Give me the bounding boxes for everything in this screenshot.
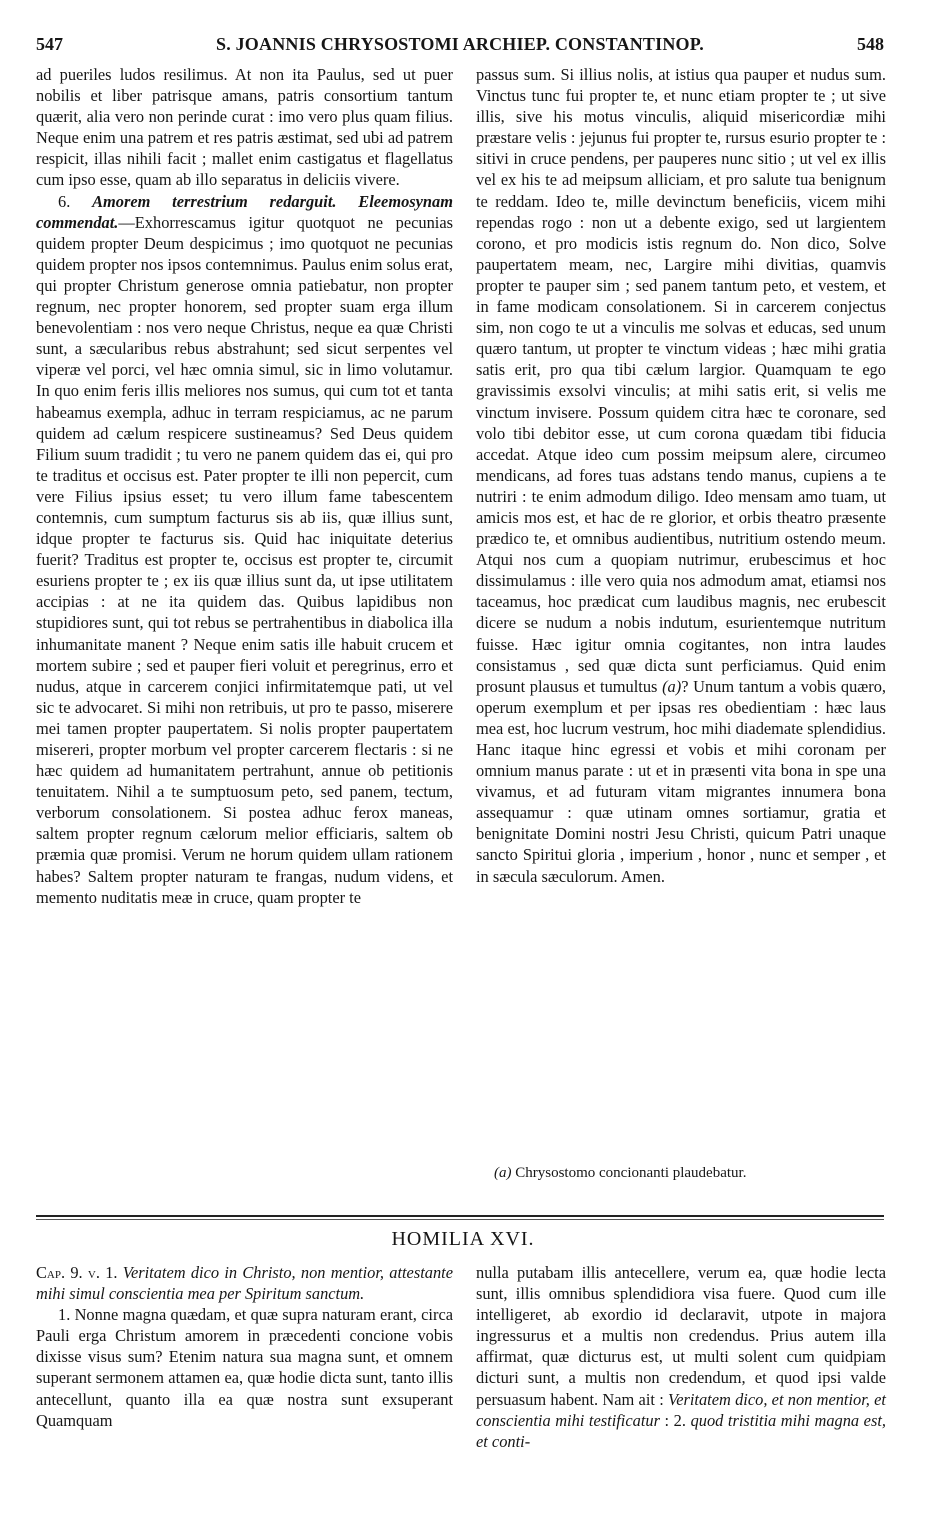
paragraph-text-end: ? Unum tantum a vobis quæro, operum exemplum et per ipsas res obedientiam : hæc laus mea est, hoc lucrum vestrum, hoc mihi diademate splendidius. Hanc itaque hinc egressi et vobis et mihi coronam per omnium manus parate : ut et in præsenti vita bona in spe una vivamus, et ad futuram vitam migrantes innumera bona assequamur : quæ utinam omnes sortiamur, gratia et benignitate Domini nostri Jesu Christi, quicum Patri unaque sancto Spiritui gloria , imperium , honor , nunc et semper , et in sæcula sæculorum. Amen. — [476, 676, 886, 886]
chapter-reference: Cap. 9. v. 1. — [36, 1263, 118, 1282]
quoted-verse-2: quod tristitia mihi magna est, et conti- — [476, 1410, 886, 1451]
verse-text: Veritatem dico in Christo, non mentior, attestante mihi simul conscientia mea per Spiritum sanctum. — [36, 1263, 453, 1304]
paragraph: 1. Nonne magna quædam, et quæ supra naturam erant, circa Pauli erga Christum amorem in præcedenti concione vobis dixisse visus sum? Etenim natura sua magna sunt, et omnem superant sermonem attamen ea, quæ hodie dicta sunt, tanto illis antecellunt, quanto illa ea quæ nostra sunt exsuperant Quamquam — [36, 1305, 453, 1430]
paragraph-text: passus sum. Si illius nolis, at istius qua pauper et nudus sum. Vinctus tunc fui propter te, et nunc etiam propter te ; ut sive illis, sive his motus vinculis, aliquid misericordiæ mihi præstare velis : jejunus fui propter te, rursus esurio propter te : sitivi in cruce pendens, per pauperes nunc sitio ; ut vel ex illis vel ex his te ad meipsum alliciam, et pro salute tua benignum te reddam. Ideo te, mille devinctum beneficiis, vicem mihi rependas rogo : non ut a debente exigo, sed ut largientem corono, et pro modicis istis regnum do. Non dico, Solve paupertatem meam, nec, Largire mihi divitias, quamvis propter te pauper sim ; sed panem tantum peto, et vestem, et in fame modicam consolationem. Si in carcerem conjectus sim, non cogo te ut a vinculis me solvas et educas, sed unum quæro tantum, ut propter te vinctum videas ; hæc mihi gratia satis erit, pro qua tibi cælum largior. Quamquam te ego gravissimis exsolvi vinculis; at mihi satis erit, si velis me vinctum invisere. Possum quidem citra hæc te coronare, sed volo tibi debitor esse, ut cum corona quædam tibi fiducia accedat. Atque ideo cum possim meipsum alere, circumeo mendicans, ad fores tuas adstans tendo manus, cupiens a te nutriri : te enim admodum diligo. Ideo mensam amo tuam, ut amicis mos est, et hac de re glorior, et orbis theatro præsente prædico te, et omnibus audientibus, nutritium ostendo meum. Atqui nos cum a quopiam nutrimur, erubescimus et hoc dissimulamus : ille vero quia nos admodum amat, etiamsi nos taceamus, hoc prædicat cum laudibus magnis, nec erubescit dicere se nudum a nobis indutum, esurientemque nutritum fuisse. Hæc igitur omnia cogitantes, non intra laudes consistamus , sed quæ dicta sunt perficiamus. Quid enim prosunt plausus et tumultus — [476, 65, 886, 696]
section-heading: Amorem terrestrium redarguit. Eleemosynam commendat. — [36, 191, 453, 232]
left-column-bottom — [36, 1262, 453, 1431]
quoted-verse: Veritatem dico, et non mentior, et conscientia mihi testificatur — [476, 1389, 886, 1430]
section-6 — [36, 191, 453, 908]
verse-number: : 2. — [664, 1410, 686, 1430]
footnote — [494, 1163, 886, 1183]
page-header — [36, 34, 884, 60]
right-column-top — [476, 64, 886, 887]
paragraph: ad pueriles ludos resilimus. At non ita Paulus, sed ut puer nobilis et liber patrisque amans, patris consortium tantum quærit, alia vero non perinde curat : imo vero plus quam filius. Neque enim una patrem et res patris æstimat, sed ubi ad patrem respicit, illas nihili facit ; mallet enim castigatus et flagellatus cum ipso esse, quam ab illo separatus in deliciis vivere. — [36, 65, 453, 190]
footnote-text: Chrysostomo concionanti plaudebatur. — [515, 1165, 747, 1181]
page-number-right: 548 — [857, 34, 884, 54]
footnote-mark: (a) — [494, 1165, 512, 1181]
paragraph-text: nulla putabam illis antecellere, verum ea, quæ hodie lecta sunt, illis omnibus splendidiora visa fuere. Quod cum ille intelligeret, ab exordio id declaravit, utpote in majora ingressurus et a multis non credendus. Prius autem illa affirmat, quæ dicturus est, ut multi solent cum quidpiam dicturi sunt, a multis non credendum, et quod ipsi valde persuasum habent. Nam ait : — [476, 1263, 886, 1409]
right-column-bottom — [476, 1262, 886, 1452]
section-divider — [36, 1215, 884, 1217]
section-divider-thin — [36, 1219, 884, 1220]
running-title: S. JOANNIS CHRYSOSTOMI ARCHIEP. CONSTANTINOP. — [216, 34, 704, 54]
section-body: —Exhorrescamus igitur quotquot ne pecunias quidem propter Deum despicimus ; imo quotquot ne pecunias quidem propter nos ipsos contemnimus. Paulus enim solus erat, qui propter Christum generose omnia patiebatur, non propter regnum, nec propter honorem, sed propter suam erga illum benevolentiam : nos vero neque Christus, neque ea quæ Christi sunt, a sæcularibus rebus abstrahunt; sed sicut serpentes vel viperæ vel porci, vel hæc omnia simul, sic in limo volutamur. In quo enim feris illis meliores nos sumus, qui cum tot et tanta habeamus exempla, adhuc in terram respiciamus, ac ne parum quidem ad cælum respicere sustineamus? Sed Deus quidem Filium suum tradidit ; tu vero ne panem quidem das ei, qui pro te traditus et occisus est. Pater propter te illi non pepercit, cum vere Filius ipsius esset; tu vero illum fame tabescentem contemnis, cum sumptum facturus sis ab iis, quæ illius sunt, idque propter te facturus sis. Quid hac iniquitate deterius fuerit? Traditus est propter te, occisus est propter te, circumit esuriens propter te ; ex iis quæ illius sunt da, ut ipse utilitatem accipias : at ne ita quidem das. Quibus lapidibus non stupidiores sunt, qui tot rebus se pertrahentibus in diabolica illa inhumanitate manent ? Neque enim satis ille habuit crucem et mortem subire ; sed et pauper fieri voluit et peregrinus, erro et nudus, atque in carcerem conjici infirmitatemque pati, ut vel sic te advocaret. Si mihi non retribuis, ut pro te passo, miserere mei tamen propter paupertatem. Si nolis propter paupertatem misereri, propter morbum vel propter carcerem flectaris : si ne hæc quidem ad humanitatem pertrahunt, annue ob petitionis tenuitatem. Nihil a te sumptuosum peto, sed panem, tectum, verborum consolationem. Si postea adhuc ferox maneas, saltem propter regnum cælorum melior efficiaris, saltem ob præmia quæ promisi. Verum ne horum quidem ullam rationem habes? Saltem propter naturam te frangas, nudum videns, et memento nuditatis meæ in cruce, quam propter te — [36, 212, 454, 907]
paragraph — [476, 1262, 886, 1452]
left-column-top — [36, 64, 453, 908]
section-number: 6. — [58, 191, 71, 211]
page-number-left: 547 — [36, 34, 63, 54]
homily-title: HOMILIA XVI. — [391, 1228, 535, 1250]
paragraph — [476, 64, 886, 887]
chapter-verse — [36, 1262, 453, 1304]
footnote-reference[interactable]: (a) — [662, 676, 682, 696]
